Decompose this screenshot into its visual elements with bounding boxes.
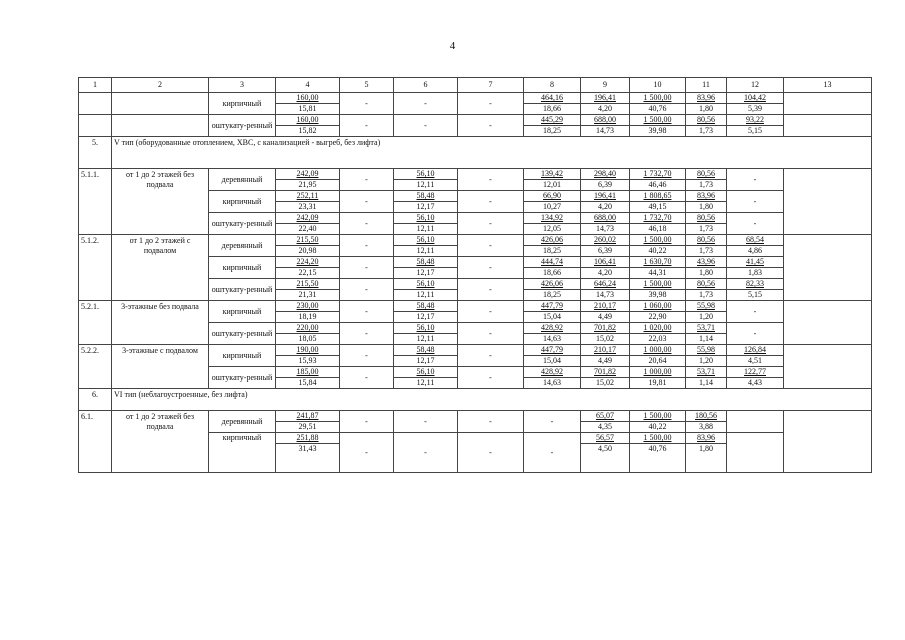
section-row [79, 137, 872, 169]
value-cell: 160,00 [276, 115, 340, 126]
value-cell: 53,71 [686, 367, 727, 378]
value-cell: 19,81 [630, 378, 686, 389]
value-cell: 22,40 [276, 224, 340, 235]
value-cell: 40,22 [630, 422, 686, 433]
row-number: 5.2.1. [79, 301, 112, 345]
value-cell: 1 000,00 [630, 367, 686, 378]
value-cell: 122,77 [727, 367, 784, 378]
value-cell: 23,31 [276, 202, 340, 213]
row-number: 5.2.2. [79, 345, 112, 389]
value-cell: 1 500,00 [630, 433, 686, 444]
dash-cell: - [458, 279, 524, 301]
value-cell: 15,02 [581, 378, 630, 389]
table-row [79, 235, 872, 246]
value-cell: 29,51 [276, 422, 340, 433]
value-cell: 220,00 [276, 323, 340, 334]
value-cell: 252,11 [276, 191, 340, 202]
value-cell: 185,00 [276, 367, 340, 378]
value-cell: 40,76 [630, 444, 686, 473]
value-cell: 83,96 [686, 93, 727, 104]
section-number: 6. [79, 389, 112, 411]
value-cell: 1,20 [686, 356, 727, 367]
table-row [79, 411, 872, 422]
cell-empty [112, 93, 209, 115]
value-cell: 58,48 [394, 301, 458, 312]
section-title: VI тип (неблагоустроенные, без лифта) [112, 389, 872, 411]
table-row [79, 169, 872, 180]
value-cell: 22,90 [630, 312, 686, 323]
value-cell: 12,17 [394, 268, 458, 279]
row-description: от 1 до 2 этажей с подвалом [112, 235, 209, 301]
value-cell: 1,80 [686, 104, 727, 115]
value-cell: 1 500,00 [630, 411, 686, 422]
value-cell: 1,80 [686, 444, 727, 473]
value-cell: 298,40 [581, 169, 630, 180]
cell-empty [112, 115, 209, 137]
col-header: 7 [458, 78, 524, 93]
value-cell: 1 060,00 [630, 301, 686, 312]
value-cell: 12,11 [394, 290, 458, 301]
value-cell: 46,46 [630, 180, 686, 191]
value-cell: 22,03 [630, 334, 686, 345]
value-cell: 80,56 [686, 279, 727, 290]
value-cell: 1,73 [686, 290, 727, 301]
cell-empty [784, 235, 872, 301]
value-cell: 210,17 [581, 345, 630, 356]
tariff-table [78, 77, 872, 473]
value-cell: 12,17 [394, 202, 458, 213]
value-cell: 20,98 [276, 246, 340, 257]
dash-cell: - [340, 279, 394, 301]
value-cell: 56,10 [394, 235, 458, 246]
value-cell: 1 732,70 [630, 213, 686, 224]
value-cell: 55,98 [686, 301, 727, 312]
value-cell: 56,57 [581, 433, 630, 444]
value-cell: 1 630,70 [630, 257, 686, 268]
value-cell: 44,31 [630, 268, 686, 279]
value-cell: 426,06 [524, 235, 581, 246]
row-number: 5.1.1. [79, 169, 112, 235]
row-description: 3-этажные без подвала [112, 301, 209, 345]
dash-cell: - [458, 367, 524, 389]
col-header: 6 [394, 78, 458, 93]
value-cell: 196,41 [581, 191, 630, 202]
value-cell: 12,05 [524, 224, 581, 235]
col-header: 9 [581, 78, 630, 93]
dash-cell: - [394, 115, 458, 137]
dash-cell: - [458, 345, 524, 367]
value-cell: 21,31 [276, 290, 340, 301]
value-cell: 93,22 [727, 115, 784, 126]
value-cell: 18,25 [524, 126, 581, 137]
value-cell: 1 808,65 [630, 191, 686, 202]
dash-cell: - [340, 213, 394, 235]
value-cell: 190,00 [276, 345, 340, 356]
dash-cell: - [458, 301, 524, 323]
value-cell: 106,41 [581, 257, 630, 268]
dash-cell: - [727, 301, 784, 323]
value-cell: 1,80 [686, 268, 727, 279]
value-cell: 1,73 [686, 180, 727, 191]
dash-cell: - [340, 411, 394, 433]
value-cell: 12,17 [394, 312, 458, 323]
value-cell: 41,45 [727, 257, 784, 268]
cell-empty [784, 169, 872, 235]
value-cell: 241,87 [276, 411, 340, 422]
cell-empty [727, 411, 784, 433]
col-header: 8 [524, 78, 581, 93]
value-cell: 15,82 [276, 126, 340, 137]
value-cell: 40,76 [630, 104, 686, 115]
dash-cell: - [340, 367, 394, 389]
value-cell: 39,98 [630, 290, 686, 301]
page-number: 4 [449, 40, 456, 52]
value-cell: 15,84 [276, 378, 340, 389]
value-cell: 14,73 [581, 224, 630, 235]
col-header: 1 [79, 78, 112, 93]
value-cell: 21,95 [276, 180, 340, 191]
value-cell: 12,17 [394, 356, 458, 367]
value-cell: 56,10 [394, 169, 458, 180]
value-cell: 230,00 [276, 301, 340, 312]
dash-cell: - [340, 323, 394, 345]
value-cell: 5,15 [727, 126, 784, 137]
value-cell: 1,83 [727, 268, 784, 279]
value-cell: 4,35 [581, 422, 630, 433]
value-cell: 224,20 [276, 257, 340, 268]
value-cell: 43,96 [686, 257, 727, 268]
dash-cell: - [458, 235, 524, 257]
value-cell: 5,39 [727, 104, 784, 115]
dash-cell: - [340, 169, 394, 191]
dash-cell: - [458, 433, 524, 473]
value-cell: 18,66 [524, 268, 581, 279]
value-cell: 215,50 [276, 279, 340, 290]
dash-cell: - [394, 411, 458, 433]
value-cell: 56,10 [394, 213, 458, 224]
value-cell: 65,07 [581, 411, 630, 422]
table-row [79, 93, 872, 104]
value-cell: 18,19 [276, 312, 340, 323]
dash-cell: - [340, 191, 394, 213]
value-cell: 18,25 [524, 246, 581, 257]
value-cell: 53,71 [686, 323, 727, 334]
value-cell: 49,15 [630, 202, 686, 213]
value-cell: 58,48 [394, 345, 458, 356]
row-description: от 1 до 2 этажей без подвала [112, 169, 209, 235]
value-cell: 428,92 [524, 323, 581, 334]
value-cell: 428,92 [524, 367, 581, 378]
dash-cell: - [458, 191, 524, 213]
value-cell: 426,06 [524, 279, 581, 290]
material-cell: оштукату-ренный [209, 115, 276, 137]
value-cell: 242,09 [276, 169, 340, 180]
dash-cell: - [727, 191, 784, 213]
value-cell: 1,73 [686, 126, 727, 137]
value-cell: 1 020,00 [630, 323, 686, 334]
value-cell: 4,50 [581, 444, 630, 473]
value-cell: 56,10 [394, 323, 458, 334]
dash-cell: - [727, 213, 784, 235]
dash-cell: - [458, 169, 524, 191]
value-cell: 18,66 [524, 104, 581, 115]
dash-cell: - [340, 301, 394, 323]
value-cell: 56,10 [394, 367, 458, 378]
value-cell: 82,33 [727, 279, 784, 290]
value-cell: 31,43 [276, 444, 340, 473]
value-cell: 66,90 [524, 191, 581, 202]
value-cell: 3,88 [686, 422, 727, 433]
value-cell: 1,14 [686, 378, 727, 389]
value-cell: 80,56 [686, 115, 727, 126]
value-cell: 1,20 [686, 312, 727, 323]
value-cell: 83,96 [686, 191, 727, 202]
value-cell: 242,09 [276, 213, 340, 224]
value-cell: 12,11 [394, 378, 458, 389]
value-cell: 15,04 [524, 356, 581, 367]
material-cell: кирпичный [209, 257, 276, 279]
value-cell: 1 500,00 [630, 235, 686, 246]
value-cell: 1,73 [686, 224, 727, 235]
dash-cell: - [524, 433, 581, 473]
cell-empty [79, 115, 112, 137]
value-cell: 4,20 [581, 202, 630, 213]
value-cell: 22,15 [276, 268, 340, 279]
value-cell: 180,56 [686, 411, 727, 422]
value-cell: 260,02 [581, 235, 630, 246]
table-row [79, 301, 872, 312]
dash-cell: - [340, 433, 394, 473]
value-cell: 56,10 [394, 279, 458, 290]
material-cell: кирпичный [209, 345, 276, 367]
dash-cell: - [727, 323, 784, 345]
value-cell: 160,00 [276, 93, 340, 104]
value-cell: 15,04 [524, 312, 581, 323]
table-row [79, 345, 872, 356]
col-header: 11 [686, 78, 727, 93]
value-cell: 10,27 [524, 202, 581, 213]
material-cell: кирпичный [209, 93, 276, 115]
value-cell: 55,98 [686, 345, 727, 356]
section-number: 5. [79, 137, 112, 169]
value-cell: 14,73 [581, 290, 630, 301]
col-header: 10 [630, 78, 686, 93]
value-cell: 464,16 [524, 93, 581, 104]
value-cell: 1 500,00 [630, 93, 686, 104]
value-cell: 1 500,00 [630, 115, 686, 126]
value-cell: 40,22 [630, 246, 686, 257]
value-cell: 215,50 [276, 235, 340, 246]
value-cell: 4,86 [727, 246, 784, 257]
value-cell: 4,20 [581, 268, 630, 279]
value-cell: 20,64 [630, 356, 686, 367]
material-cell: кирпичный [209, 301, 276, 323]
col-header: 5 [340, 78, 394, 93]
cell-empty [784, 115, 872, 137]
value-cell: 46,18 [630, 224, 686, 235]
value-cell: 688,00 [581, 115, 630, 126]
value-cell: 447,79 [524, 301, 581, 312]
value-cell: 80,56 [686, 235, 727, 246]
dash-cell: - [458, 93, 524, 115]
dash-cell: - [340, 235, 394, 257]
value-cell: 39,98 [630, 126, 686, 137]
material-cell: оштукату-ренный [209, 323, 276, 345]
cell-empty [784, 301, 872, 345]
value-cell: 80,56 [686, 169, 727, 180]
value-cell: 83,96 [686, 433, 727, 444]
value-cell: 18,05 [276, 334, 340, 345]
value-cell: 6,39 [581, 246, 630, 257]
value-cell: 4,43 [727, 378, 784, 389]
cell-empty [784, 345, 872, 389]
value-cell: 5,15 [727, 290, 784, 301]
value-cell: 688,00 [581, 213, 630, 224]
row-number: 6.1. [79, 411, 112, 473]
value-cell: 14,63 [524, 334, 581, 345]
value-cell: 12,11 [394, 224, 458, 235]
cell-empty [727, 433, 784, 473]
value-cell: 15,02 [581, 334, 630, 345]
value-cell: 58,48 [394, 257, 458, 268]
value-cell: 134,92 [524, 213, 581, 224]
col-header: 13 [784, 78, 872, 93]
value-cell: 4,49 [581, 312, 630, 323]
row-description: 3-этажные с подвалом [112, 345, 209, 389]
section-row [79, 389, 872, 411]
table-row [79, 115, 872, 126]
dash-cell: - [458, 323, 524, 345]
value-cell: 12,11 [394, 180, 458, 191]
dash-cell: - [458, 115, 524, 137]
value-cell: 701,82 [581, 323, 630, 334]
value-cell: 58,48 [394, 191, 458, 202]
dash-cell: - [458, 257, 524, 279]
value-cell: 646,24 [581, 279, 630, 290]
value-cell: 15,93 [276, 356, 340, 367]
value-cell: 251,88 [276, 433, 340, 444]
col-header: 4 [276, 78, 340, 93]
value-cell: 80,56 [686, 213, 727, 224]
value-cell: 14,73 [581, 126, 630, 137]
value-cell: 68,54 [727, 235, 784, 246]
material-cell: деревянный [209, 411, 276, 433]
value-cell: 210,17 [581, 301, 630, 312]
row-number: 5.1.2. [79, 235, 112, 301]
value-cell: 4,20 [581, 104, 630, 115]
value-cell: 14,63 [524, 378, 581, 389]
col-header: 12 [727, 78, 784, 93]
header-row [79, 78, 872, 93]
value-cell: 18,25 [524, 290, 581, 301]
value-cell: 139,42 [524, 169, 581, 180]
section-title: V тип (оборудованные отоплением, ХВС, с канализацией - выгреб, без лифта) [112, 137, 872, 169]
dash-cell: - [394, 433, 458, 473]
dash-cell: - [458, 411, 524, 433]
value-cell: 15,81 [276, 104, 340, 115]
dash-cell: - [727, 169, 784, 191]
material-cell: оштукату-ренный [209, 279, 276, 301]
dash-cell: - [394, 93, 458, 115]
value-cell: 12,01 [524, 180, 581, 191]
value-cell: 445,29 [524, 115, 581, 126]
col-header: 2 [112, 78, 209, 93]
dash-cell: - [340, 115, 394, 137]
value-cell: 1 732,70 [630, 169, 686, 180]
row-description: от 1 до 2 этажей без подвала [112, 411, 209, 473]
value-cell: 12,11 [394, 334, 458, 345]
value-cell: 6,39 [581, 180, 630, 191]
value-cell: 4,51 [727, 356, 784, 367]
material-cell: оштукату-ренный [209, 367, 276, 389]
col-header: 3 [209, 78, 276, 93]
dash-cell: - [340, 345, 394, 367]
material-cell: кирпичный [209, 191, 276, 213]
value-cell: 1,14 [686, 334, 727, 345]
dash-cell: - [524, 411, 581, 433]
value-cell: 1,73 [686, 246, 727, 257]
value-cell: 196,41 [581, 93, 630, 104]
material-cell: деревянный [209, 235, 276, 257]
dash-cell: - [340, 257, 394, 279]
value-cell: 126,84 [727, 345, 784, 356]
value-cell: 1 500,00 [630, 279, 686, 290]
cell-empty [79, 93, 112, 115]
material-cell: оштукату-ренный [209, 213, 276, 235]
cell-empty [784, 411, 872, 473]
value-cell: 1,80 [686, 202, 727, 213]
cell-empty [784, 93, 872, 115]
dash-cell: - [458, 213, 524, 235]
material-cell: кирпичный [209, 433, 276, 473]
value-cell: 1 000,00 [630, 345, 686, 356]
dash-cell: - [340, 93, 394, 115]
value-cell: 12,11 [394, 246, 458, 257]
value-cell: 447,79 [524, 345, 581, 356]
material-cell: деревянный [209, 169, 276, 191]
value-cell: 4,49 [581, 356, 630, 367]
value-cell: 701,82 [581, 367, 630, 378]
value-cell: 104,42 [727, 93, 784, 104]
value-cell: 444,74 [524, 257, 581, 268]
